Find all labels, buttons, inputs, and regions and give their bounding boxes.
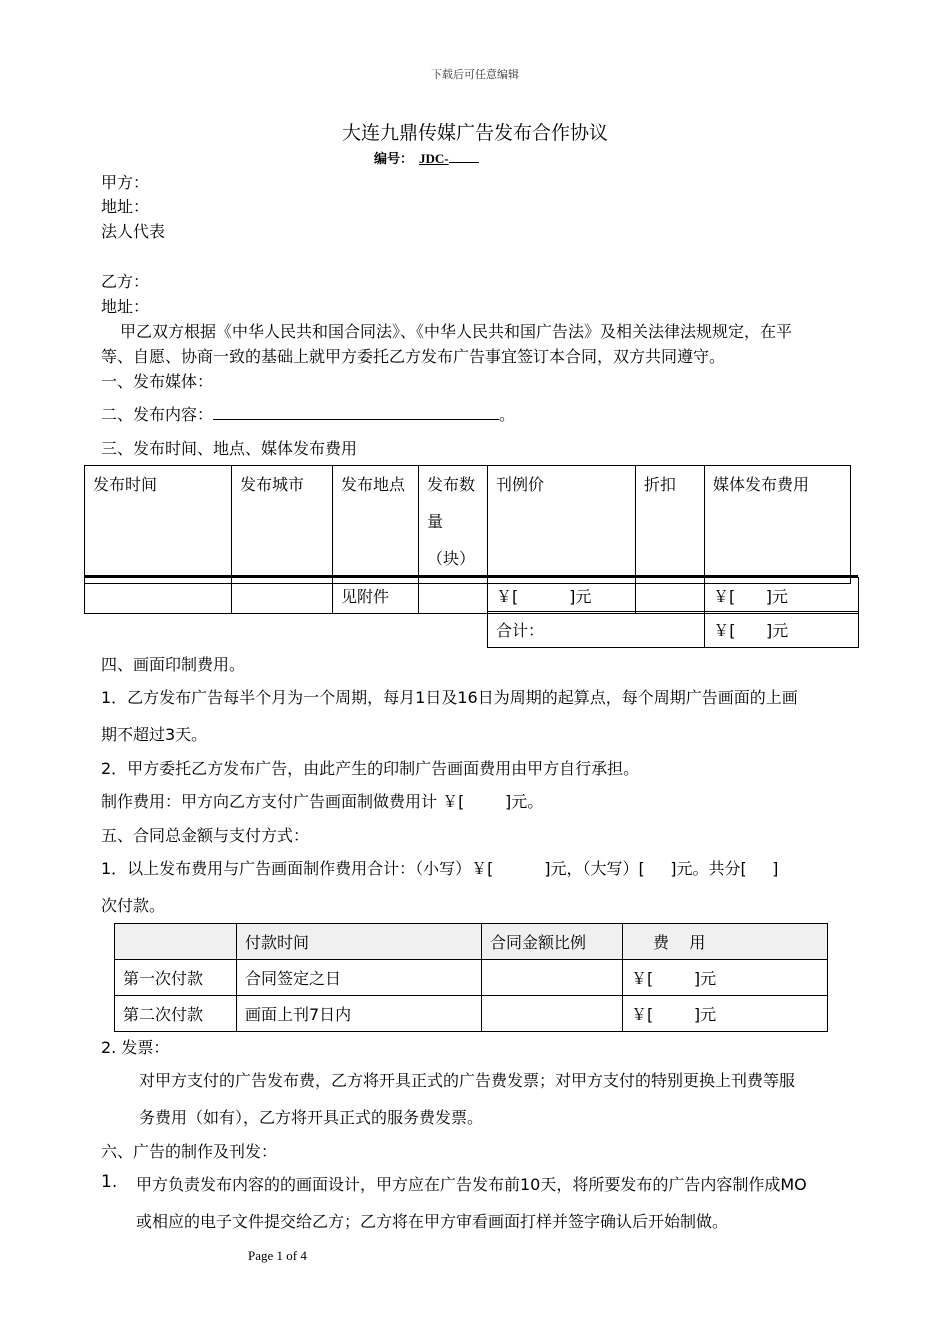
section6-item-number: 1. — [101, 1172, 118, 1192]
payment-cell: ￥[ ]元 — [623, 960, 828, 996]
content-blank — [213, 405, 499, 420]
header-note: 下载后可任意编辑 — [431, 68, 519, 81]
header-cell: 发布地点 — [333, 466, 419, 584]
payment-header-row — [115, 924, 828, 960]
header-cell: 媒体发布费用 — [705, 466, 851, 584]
party-b-label: 乙方： — [101, 272, 150, 291]
payment-header-cell: 付款时间 — [237, 924, 482, 960]
header-quantity-line2: 量 — [427, 512, 444, 531]
serial-number — [374, 148, 479, 167]
invoice-title: 2. 发票： — [101, 1038, 170, 1057]
table-row — [85, 578, 859, 614]
total-label: 合计： — [488, 612, 705, 648]
header-cell: 发布城市 — [232, 466, 333, 584]
section4-item1-line1: 1．乙方发布广告每半个月为一个周期，每月1日及16日为周期的起算点，每个周期广告画面的上画 — [101, 688, 798, 707]
serial-value: JDC- — [419, 151, 449, 166]
payment-cell — [482, 960, 623, 996]
payment-cell: ￥[ ]元 — [623, 996, 828, 1032]
payment-header-cell: 合同金额比例 — [482, 924, 623, 960]
cell-city — [232, 578, 333, 614]
payment-table — [114, 923, 828, 1032]
serial-blank — [449, 150, 479, 163]
media-fee-data-table — [84, 577, 859, 614]
cell-discount — [636, 578, 705, 614]
payment-cell: 第一次付款 — [115, 960, 237, 996]
payment-cell: 画面上刊7日内 — [237, 996, 482, 1032]
section4-item1-line2: 期不超过3天。 — [101, 725, 208, 744]
payment-cell — [482, 996, 623, 1032]
section2-content — [101, 402, 515, 425]
section4-item2: 2．甲方委托乙方发布广告，由此产生的印制广告画面费用由甲方自行承担。 — [101, 759, 640, 778]
page-footer: Page 1 of 4 — [248, 1248, 307, 1263]
preamble-line2: 等、自愿、协商一致的基础上就甲方委托乙方发布广告事宜签订本合同，双方共同遵守。 — [101, 347, 726, 366]
section2-end: 。 — [499, 405, 516, 424]
document-title: 大连九鼎传媒广告发布合作协议 — [341, 122, 608, 144]
cell-quantity — [419, 578, 488, 614]
party-a-rep-label: 法人代表 — [101, 222, 166, 241]
section6-line2: 或相应的电子文件提交给乙方；乙方将在甲方审看画面打样并签字确认后开始制做。 — [136, 1212, 729, 1231]
cell-price: ￥[ ]元 — [488, 578, 636, 614]
header-quantity-line1: 发布数 — [427, 475, 476, 494]
cell-time — [85, 578, 232, 614]
section1-media: 一、发布媒体： — [101, 372, 214, 391]
header-cell-quantity — [419, 466, 488, 584]
party-a-address-label: 地址： — [101, 197, 150, 216]
payment-cell: 合同签定之日 — [237, 960, 482, 996]
payment-row — [115, 996, 828, 1032]
section2-label: 二、发布内容： — [101, 405, 214, 424]
header-cell: 刊例价 — [488, 466, 636, 584]
total-row — [488, 612, 859, 648]
payment-header-cell: 费 用 — [623, 924, 828, 960]
invoice-line2: 务费用（如有），乙方将开具正式的服务费发票。 — [139, 1108, 484, 1127]
production-fee: 制作费用：甲方向乙方支付广告画面制做费用计 ￥[ ]元。 — [101, 792, 544, 811]
section6-title: 六、广告的制作及刊发： — [101, 1142, 278, 1161]
header-cell: 折扣 — [636, 466, 705, 584]
section3-title: 三、发布时间、地点、媒体发布费用 — [101, 439, 358, 458]
section5-item1-line2: 次付款。 — [101, 896, 166, 915]
serial-label: 编号： — [374, 152, 414, 167]
payment-header-cell — [115, 924, 237, 960]
header-cell: 发布时间 — [85, 466, 232, 584]
header-quantity-line3: （块） — [427, 549, 476, 568]
party-b-address-label: 地址： — [101, 297, 150, 316]
section5-item1-line1: 1．以上发布费用与广告画面制作费用合计：（小写）￥[ ]元，（大写）[ ]元。共分[ ] — [101, 859, 779, 878]
section6-line1: 甲方负责发布内容的的画面设计，甲方应在广告发布前10天，将所要发布的广告内容制作成MO — [136, 1175, 807, 1194]
preamble-line1: 甲乙双方根据《中华人民共和国合同法》、《中华人民共和国广告法》及相关法律法规规定，在平 — [120, 322, 793, 341]
payment-cell: 第二次付款 — [115, 996, 237, 1032]
section5-title: 五、合同总金额与支付方式： — [101, 826, 310, 845]
table-header-row — [85, 466, 851, 584]
party-a-label: 甲方： — [101, 173, 150, 192]
media-fee-table — [84, 465, 851, 584]
section4-title: 四、画面印制费用。 — [101, 655, 246, 674]
cell-location: 见附件 — [333, 578, 419, 614]
media-total-table — [487, 611, 859, 648]
cell-fee: ￥[ ]元 — [705, 578, 859, 614]
total-value: ￥[ ]元 — [705, 612, 859, 648]
invoice-line1: 对甲方支付的广告发布费，乙方将开具正式的广告费发票；对甲方支付的特别更换上刊费等服 — [139, 1071, 796, 1090]
payment-row — [115, 960, 828, 996]
